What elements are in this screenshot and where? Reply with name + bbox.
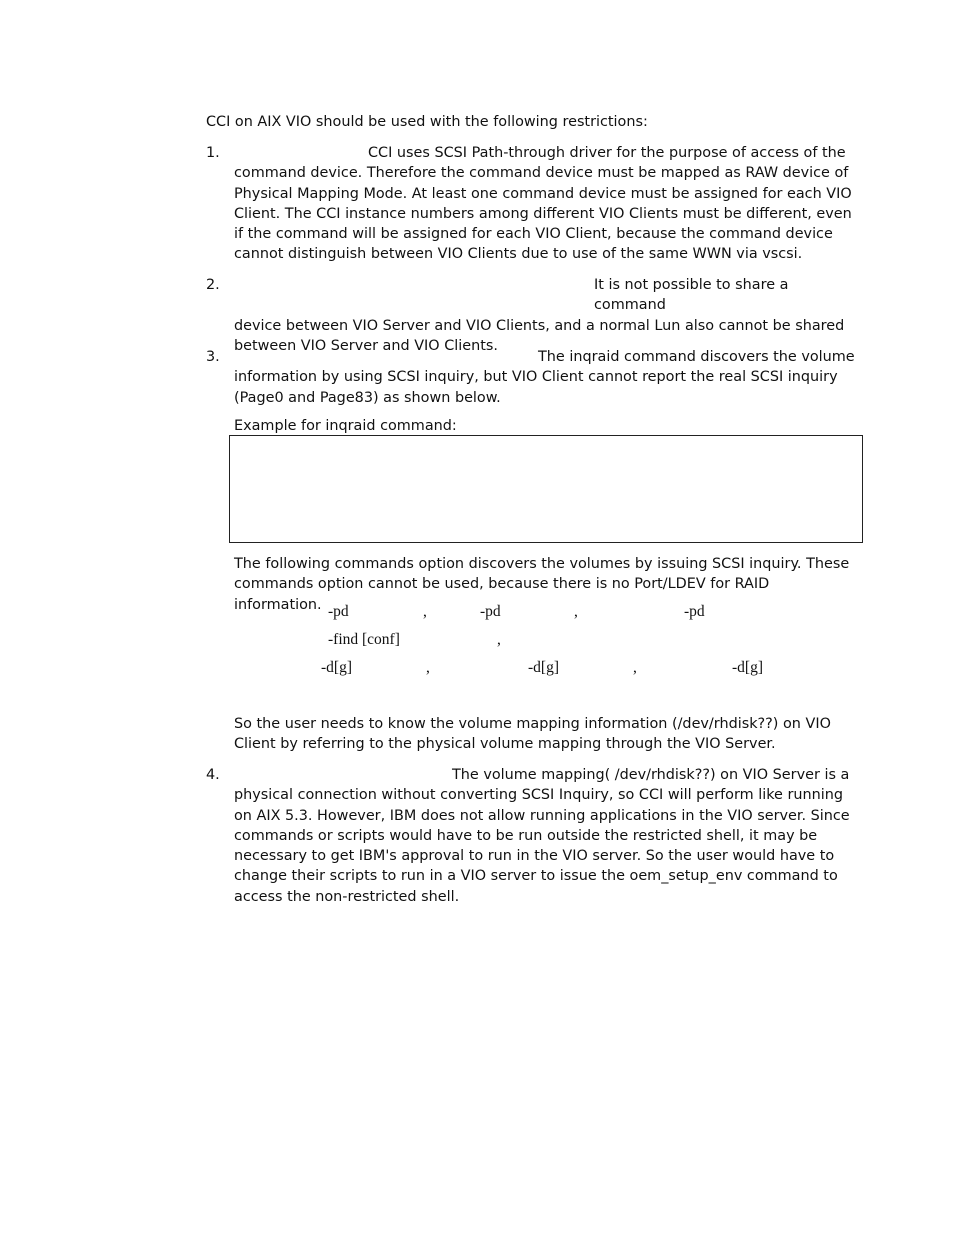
item-1-first-line: CCI uses SCSI Path-through driver for the purpose of access of the <box>368 145 846 161</box>
option-comma: , <box>423 603 427 620</box>
item-1-body: command device. Therefore the command device must be mapped as RAW device of Physical Mapping Mode. At least one command device must be assigned for each VIO Client. The CCI instance numbers among different VIO Clients must be different, even if the command will be assigned for each VIO Client, because the command device cannot distinguish between VIO Clients due to use of the same WWN via vscsi. <box>234 165 852 263</box>
intro-text: CCI on AIX VIO should be used with the following restrictions: <box>206 114 648 130</box>
item-2-paragraph <box>234 275 860 356</box>
item-1-paragraph <box>234 143 860 265</box>
options-intro: The following commands option discovers the volumes by issuing SCSI inquiry. These commands option cannot be used, because there is no Port/LDEV for RAID information. <box>234 556 850 613</box>
option-dg-3: -d[g] <box>732 659 763 676</box>
item-2-body: device between VIO Server and VIO Clients, and a normal Lun also cannot be shared between VIO Server and VIO Clients. <box>234 317 845 354</box>
item-3-number: 3. <box>206 349 220 365</box>
item-3-paragraph <box>234 347 860 408</box>
option-pd-2: -pd <box>480 603 501 620</box>
option-pd-1: -pd <box>328 603 349 620</box>
item-4-paragraph <box>234 765 860 907</box>
item-1-number: 1. <box>206 145 220 161</box>
option-comma: , <box>426 659 430 676</box>
example-label: Example for inqraid command: <box>234 418 457 434</box>
option-find-conf: -find [conf] <box>328 631 400 648</box>
option-comma: , <box>633 659 637 676</box>
item-2-first-line: It is not possible to share a command <box>594 277 789 314</box>
option-comma: , <box>574 603 578 620</box>
option-pd-3: -pd <box>684 603 705 620</box>
option-dg-1: -d[g] <box>321 659 352 676</box>
example-box <box>229 435 863 543</box>
item-2-number: 2. <box>206 277 220 293</box>
mapping-note: So the user needs to know the volume mapping information (/dev/rhdisk??) on VIO Client by referring to the physical volume mapping through the VIO Server. <box>234 716 831 753</box>
option-comma: , <box>497 631 501 648</box>
item-4-number: 4. <box>206 767 220 783</box>
item-4-first-line: The volume mapping( /dev/rhdisk??) on VIO Server is a <box>452 767 850 783</box>
item-4-body: physical connection without converting SCSI Inquiry, so CCI will perform like running on AIX 5.3. However, IBM does not allow running applications in the VIO server. Since commands or scripts would have to be run outside the restricted shell, it may be necessary to get IBM's approval to run in the VIO server. So the user would have to change their scripts to run in a VIO server to issue the oem_setup_env command to access the non-restricted shell. <box>234 787 850 905</box>
option-dg-2: -d[g] <box>528 659 559 676</box>
item-3-body: information by using SCSI inquiry, but VIO Client cannot report the real SCSI inquiry (Page0 and Page83) as shown below. <box>234 369 838 406</box>
item-3-first-line: The inqraid command discovers the volume <box>538 349 855 365</box>
